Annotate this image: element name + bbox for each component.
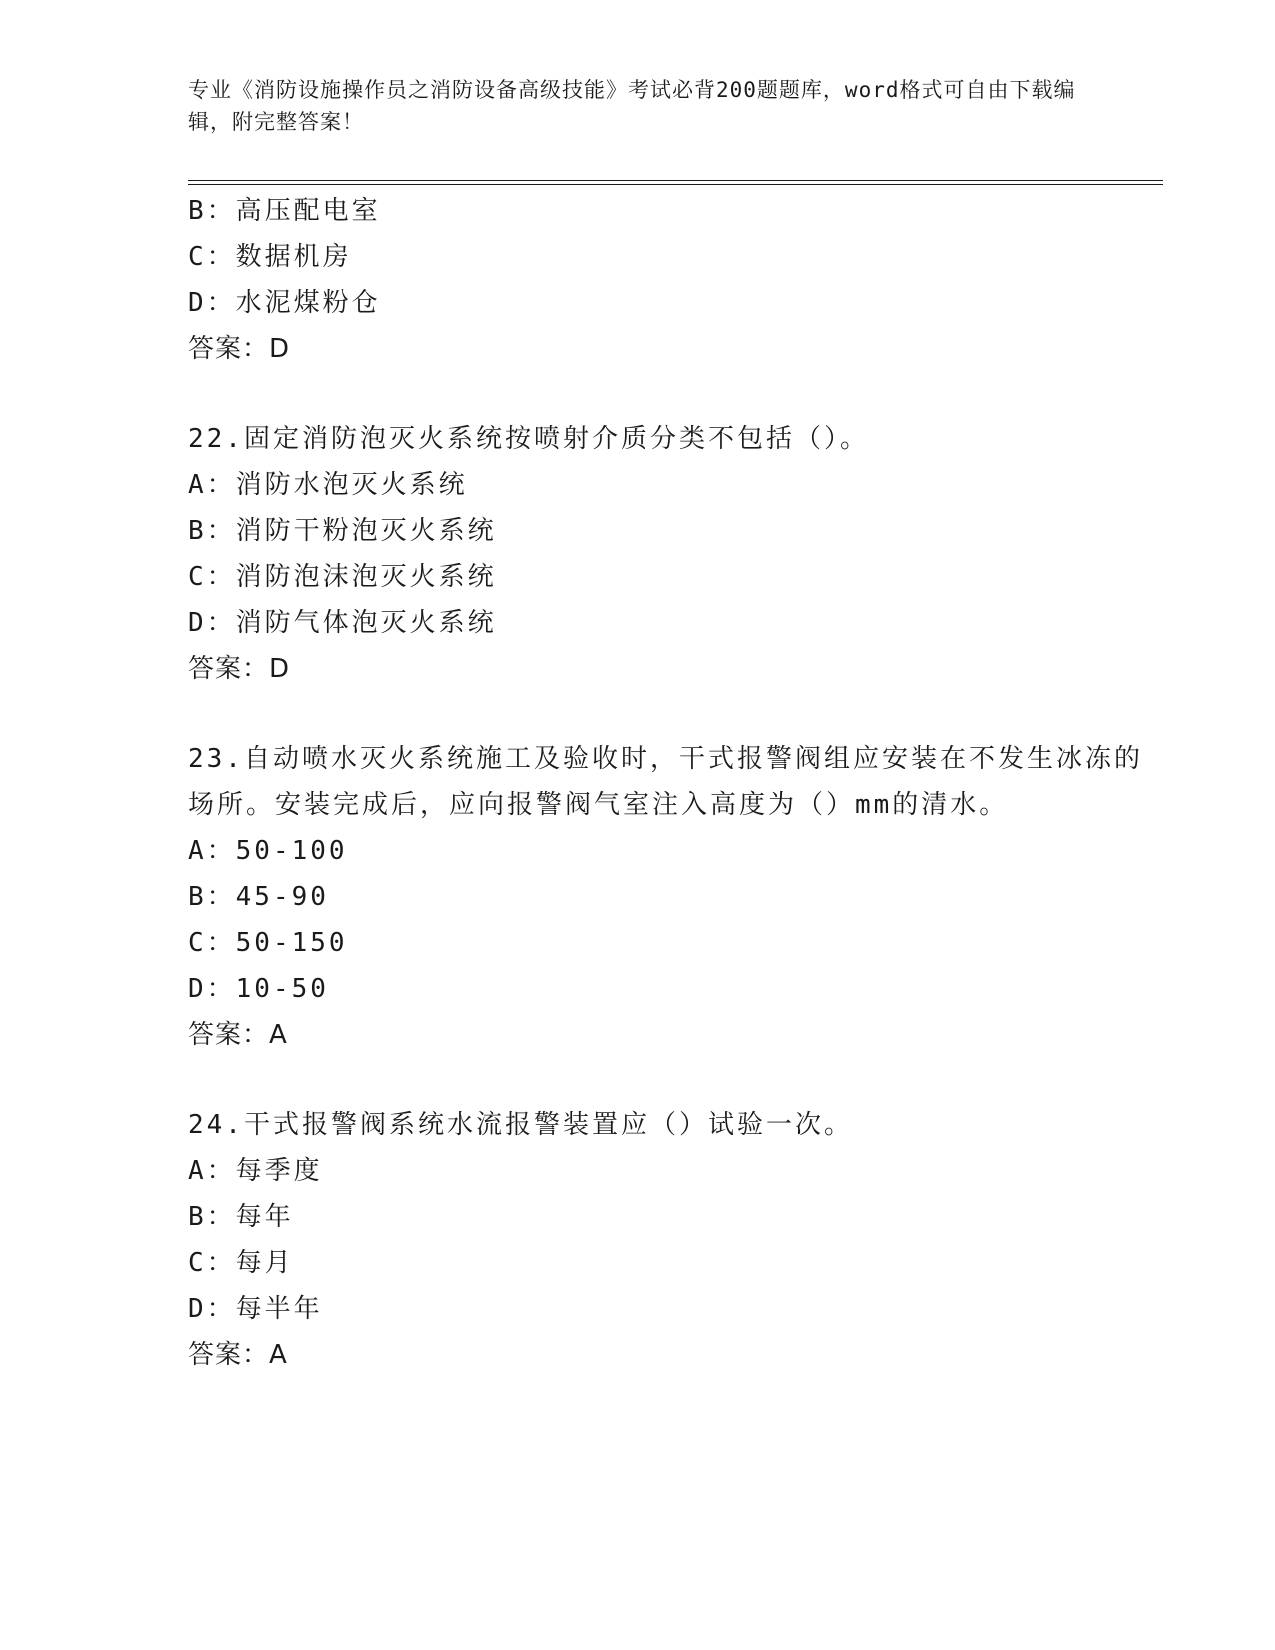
option-d: D：消防气体泡灭火系统: [188, 608, 497, 638]
question-stem: 23.自动喷水灭火系统施工及验收时，干式报警阀组应安装在不发生冰冻的场所。安装完成后，应向报警阀气室注入高度为（）mm的清水。: [188, 744, 1143, 820]
spacer: [188, 1058, 1163, 1102]
answer-line: 答案：D: [188, 334, 291, 364]
answer-line: 答案：A: [188, 1340, 288, 1370]
question-23-block: [188, 736, 1163, 1058]
option-b: B：高压配电室: [188, 196, 381, 226]
answer-line: 答案：D: [188, 654, 291, 684]
option-d: D：水泥煤粉仓: [188, 288, 381, 318]
option-c: C：50-150: [188, 928, 348, 958]
question-24-block: [188, 1102, 1163, 1378]
option-a: A：50-100: [188, 836, 348, 866]
option-a: A：每季度: [188, 1156, 323, 1186]
option-c: C：每月: [188, 1248, 294, 1278]
option-c: C：数据机房: [188, 242, 352, 272]
spacer: [188, 692, 1163, 736]
question-22-block: [188, 416, 1163, 692]
option-b: B：消防干粉泡灭火系统: [188, 516, 497, 546]
partial-question-block: [188, 188, 1163, 372]
option-d: D：10-50: [188, 974, 329, 1004]
option-b: B：每年: [188, 1202, 294, 1232]
option-a: A：消防水泡灭火系统: [188, 470, 468, 500]
page-header: 专业《消防设施操作员之消防设备高级技能》考试必背200题题库，word格式可自由下载编辑，附完整答案！: [188, 78, 1076, 134]
option-b: B：45-90: [188, 882, 329, 912]
header-divider: [188, 180, 1163, 185]
option-c: C：消防泡沫泡灭火系统: [188, 562, 497, 592]
document-body: [188, 188, 1163, 1378]
answer-line: 答案：A: [188, 1020, 288, 1050]
option-d: D：每半年: [188, 1294, 323, 1324]
question-stem: 24.干式报警阀系统水流报警装置应（）试验一次。: [188, 1110, 853, 1140]
spacer: [188, 372, 1163, 416]
question-stem: 22.固定消防泡灭火系统按喷射介质分类不包括（）。: [188, 424, 869, 454]
